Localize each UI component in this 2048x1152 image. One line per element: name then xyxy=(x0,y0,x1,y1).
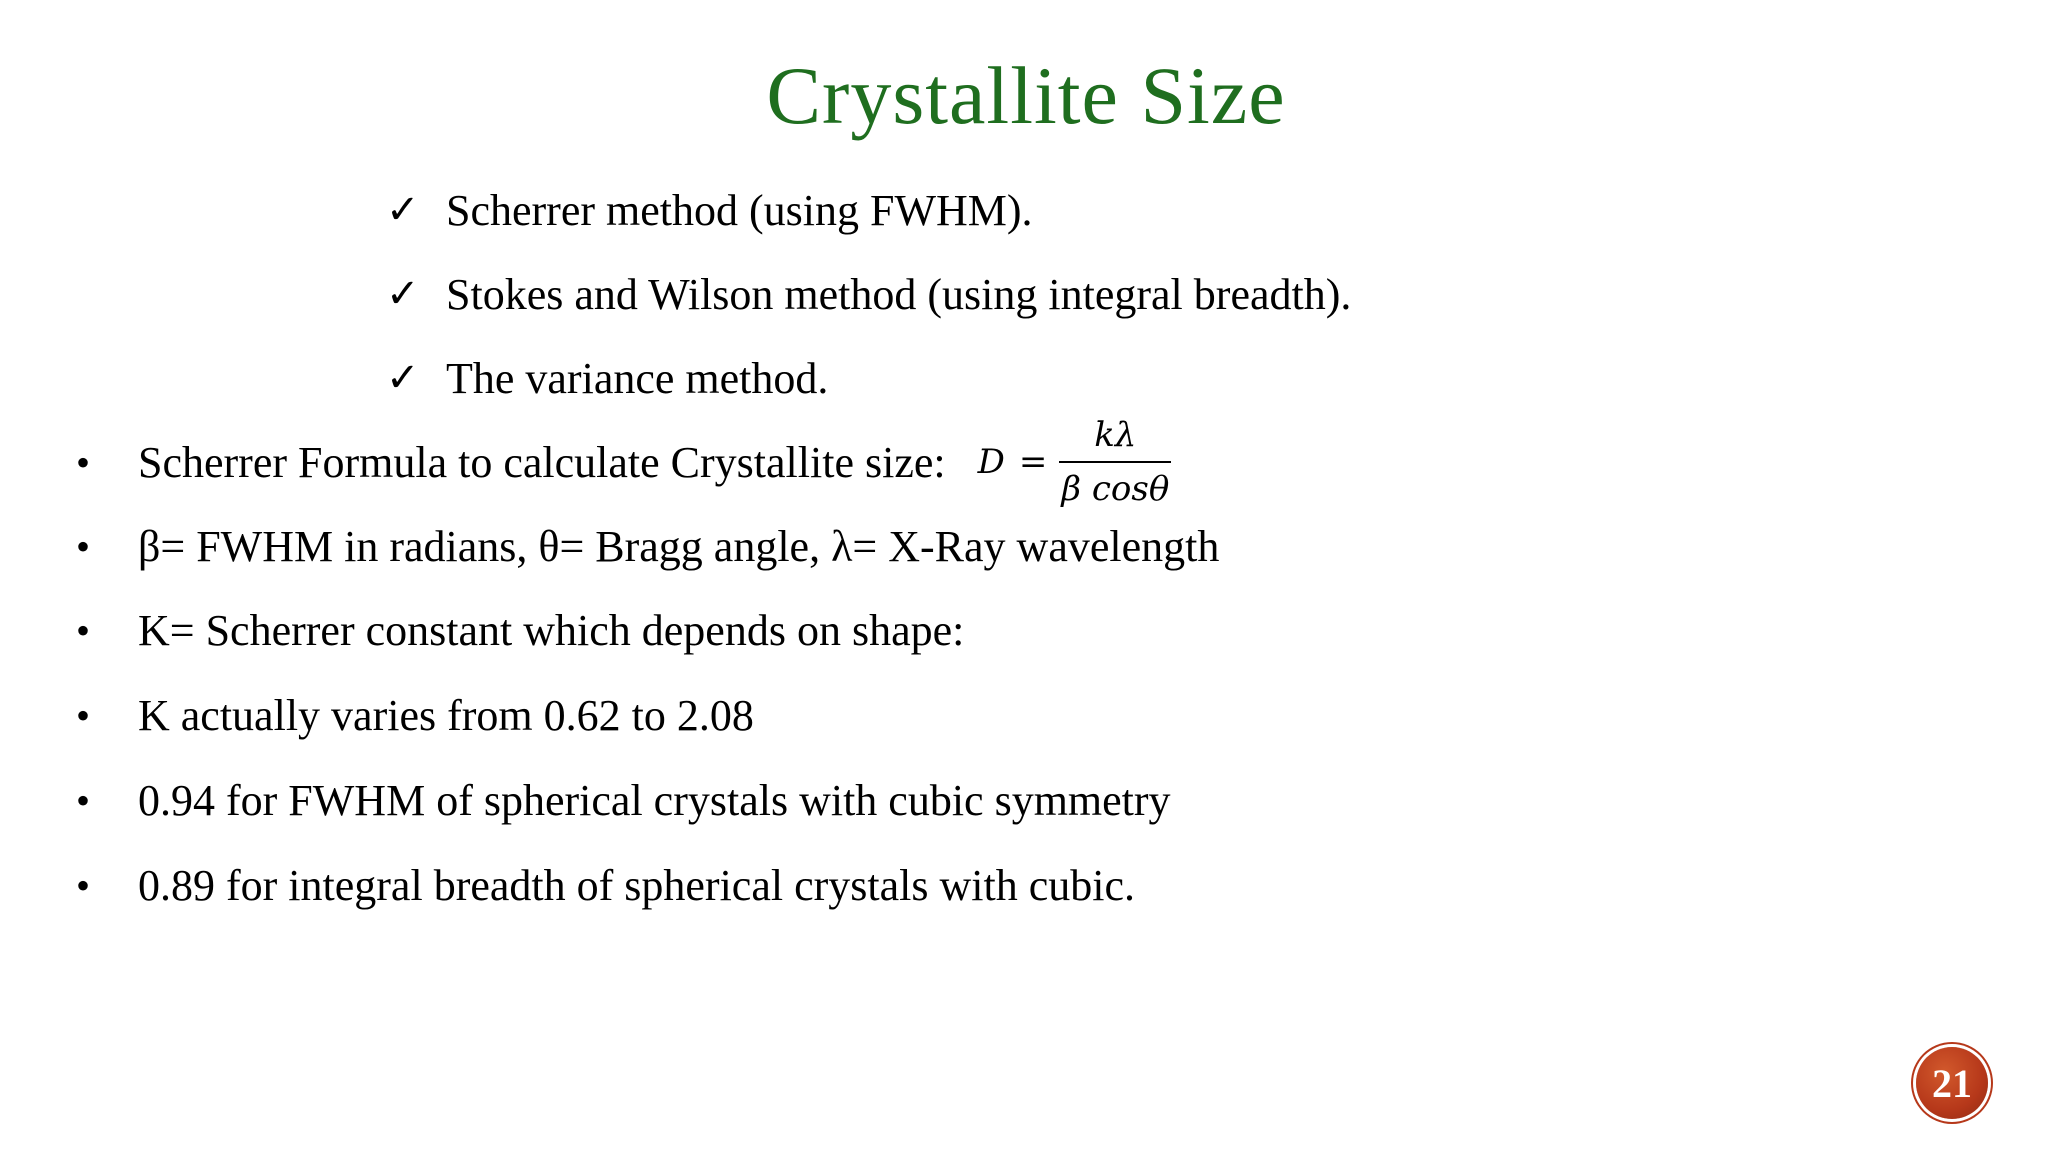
bullet-item-text: β= FWHM in radians, θ= Bragg angle, λ= X-Ray wavelength xyxy=(138,521,1220,571)
bullet-item-text: Scherrer Formula to calculate Crystallite size: xyxy=(138,437,946,487)
formula-equals: = xyxy=(1018,442,1048,482)
bullet-icon: • xyxy=(76,692,91,738)
bullet-item-text: K actually varies from 0.62 to 2.08 xyxy=(138,690,754,740)
slide-number: 21 xyxy=(1932,1060,1972,1106)
bullet-item xyxy=(72,516,1219,576)
formula-lhs: D xyxy=(977,442,1005,482)
slide-title xyxy=(0,46,2048,146)
scherrer-formula xyxy=(978,415,1172,509)
checklist-item-text: Scherrer method (using FWHM). xyxy=(446,185,1033,235)
checkmark-icon: ✓ xyxy=(386,187,420,233)
bullet-item-text: 0.89 for integral breadth of spherical crystals with cubic. xyxy=(138,860,1136,910)
formula-denominator: β cosθ xyxy=(1061,469,1170,509)
formula-fraction xyxy=(1059,415,1171,509)
checklist-item xyxy=(386,180,1033,240)
bullet-item xyxy=(72,415,1171,509)
slide-number-badge xyxy=(1916,1047,1988,1119)
bullet-icon: • xyxy=(76,607,91,653)
bullet-item xyxy=(72,855,1135,915)
bullet-item xyxy=(72,685,754,745)
slide-title-text: Crystallite Size xyxy=(766,50,1286,141)
checklist-item xyxy=(386,348,828,408)
bullet-item xyxy=(72,770,1171,830)
checkmark-icon: ✓ xyxy=(386,355,420,401)
checklist-item xyxy=(386,264,1351,324)
bullet-icon: • xyxy=(76,439,91,485)
checklist-item-text: The variance method. xyxy=(446,353,829,403)
formula-numerator: kλ xyxy=(1094,415,1137,455)
bullet-item xyxy=(72,600,964,660)
bullet-icon: • xyxy=(76,777,91,823)
bullet-item-text: K= Scherrer constant which depends on shape: xyxy=(138,605,965,655)
bullet-icon: • xyxy=(76,523,91,569)
bullet-icon: • xyxy=(76,862,91,908)
checklist-item-text: Stokes and Wilson method (using integral breadth). xyxy=(446,269,1352,319)
bullet-item-text: 0.94 for FWHM of spherical crystals with cubic symmetry xyxy=(138,775,1171,825)
checkmark-icon: ✓ xyxy=(386,271,420,317)
